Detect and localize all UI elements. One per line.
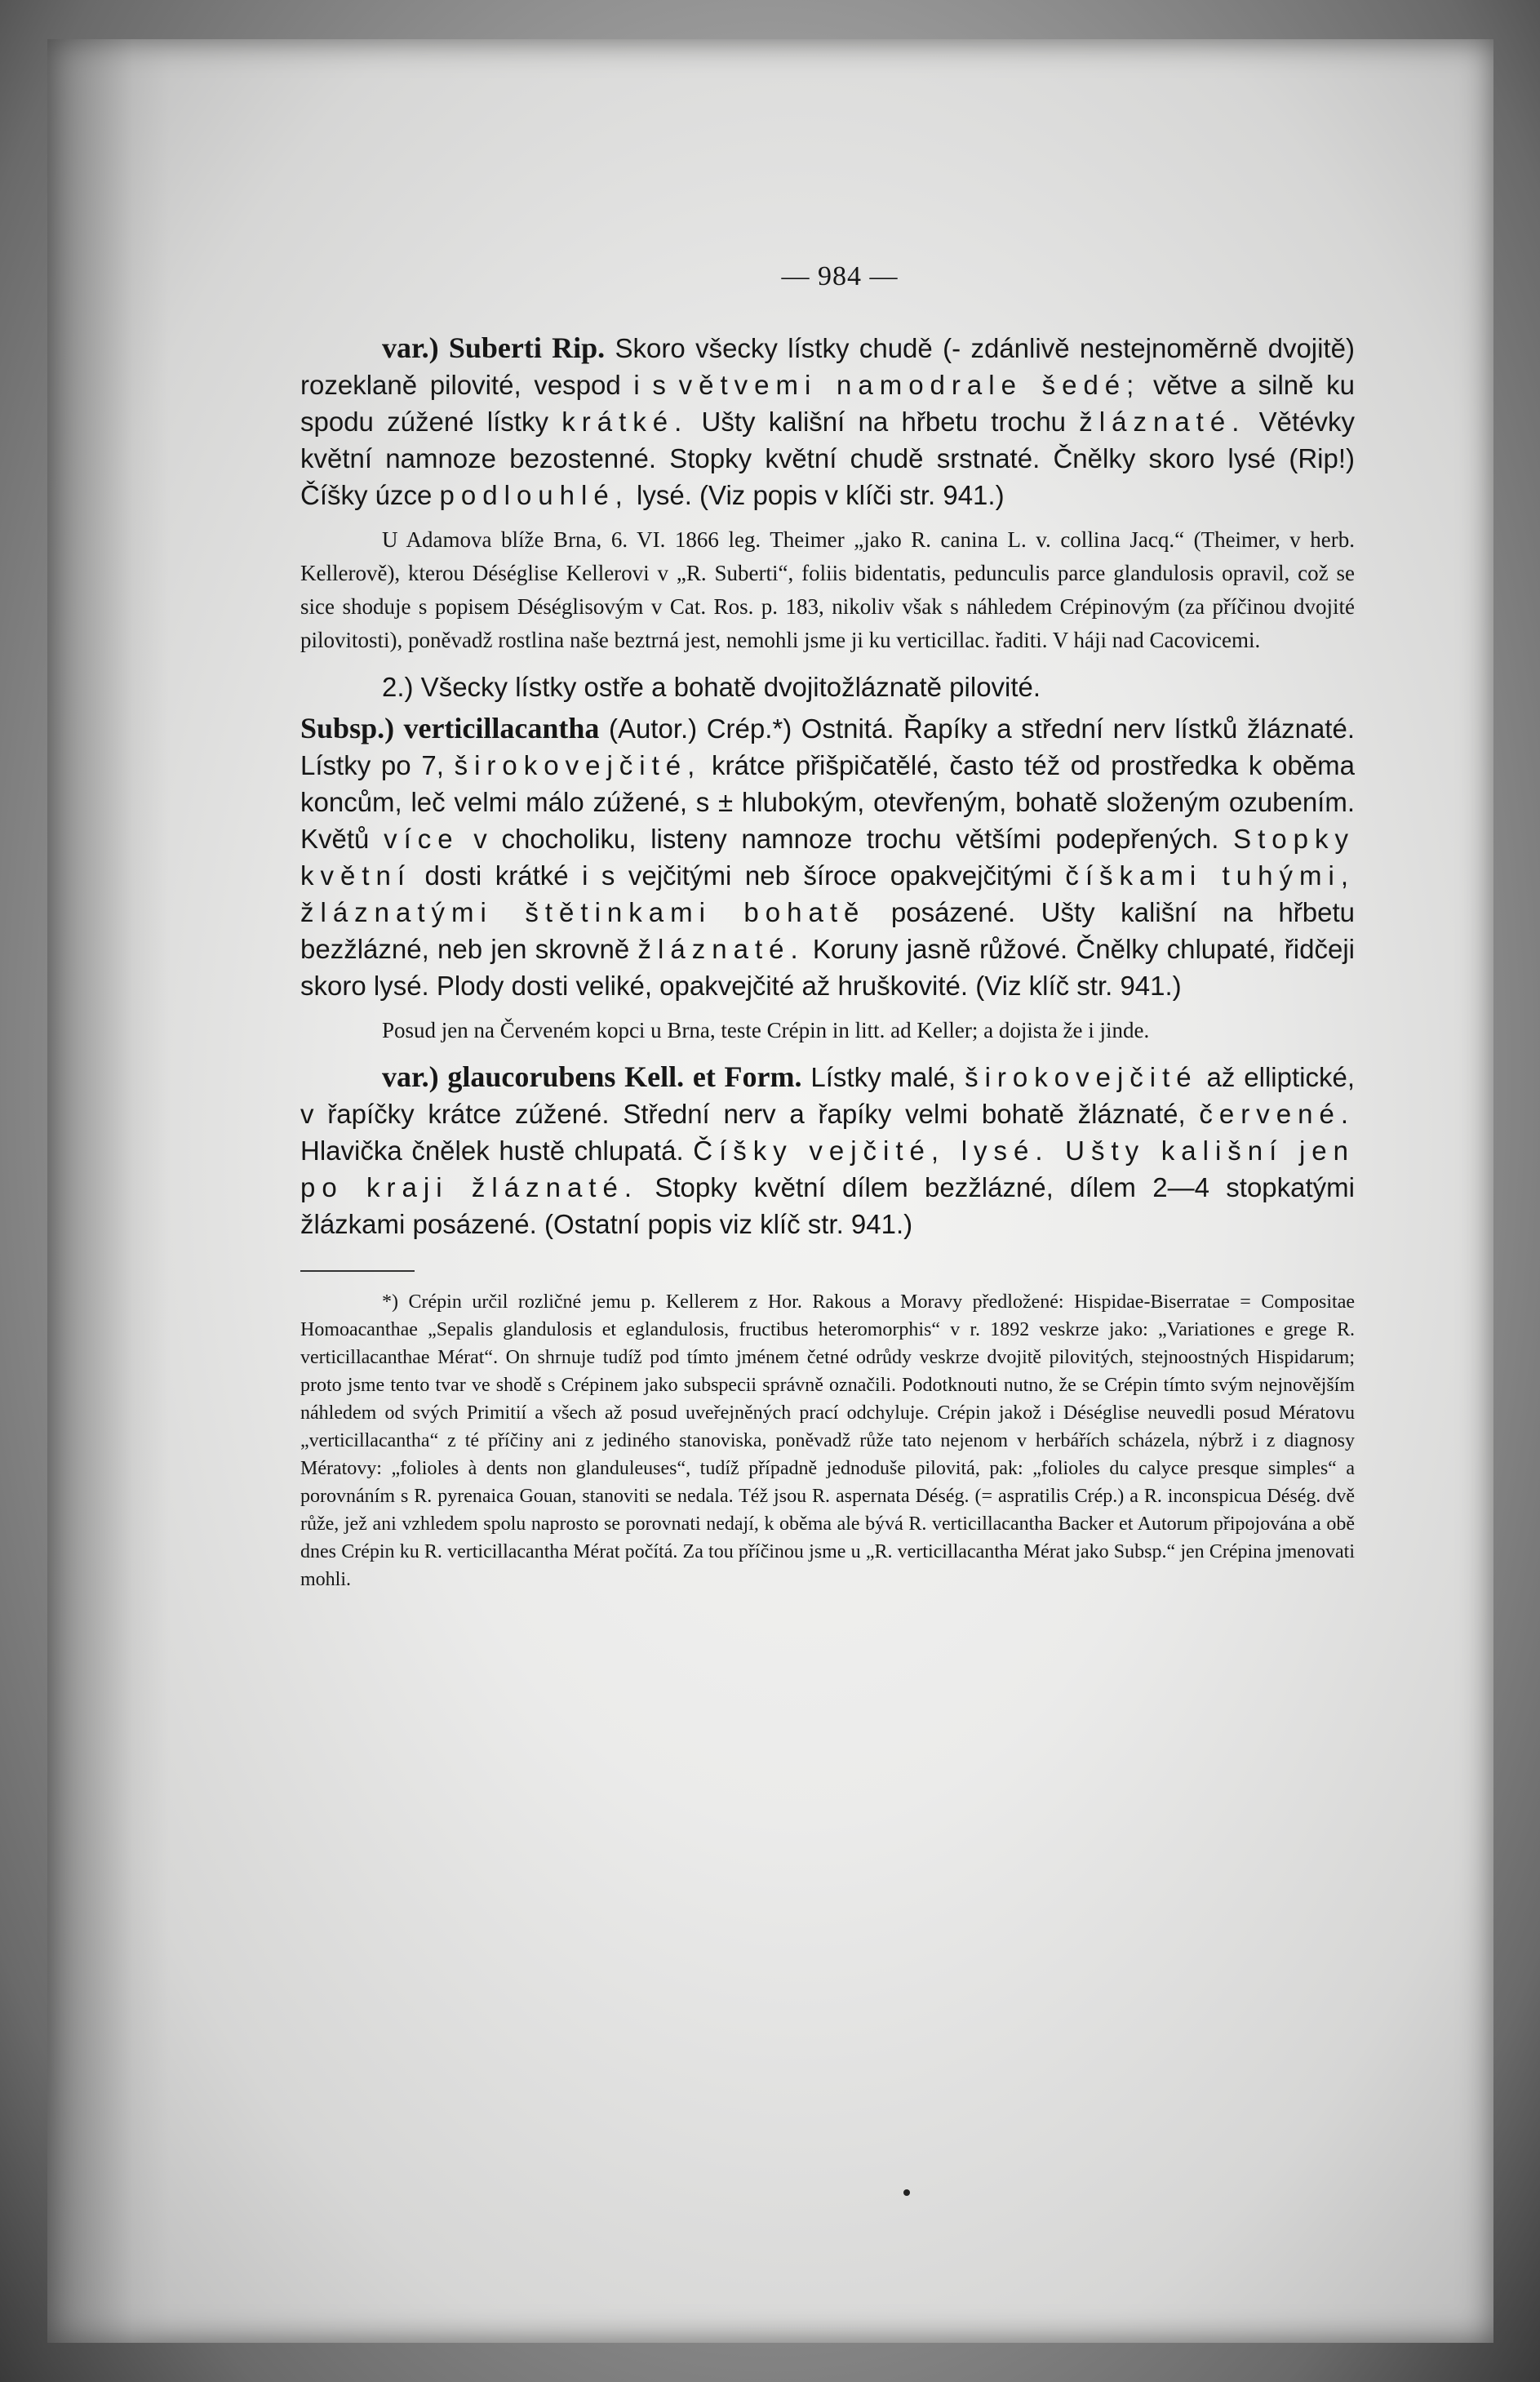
ink-speck <box>903 2189 910 2196</box>
locality-note-suberti: U Adamova blíže Brna, 6. VI. 1866 leg. Theimer „jako R. canina L. v. collina Jacq.“ (Theimer, v herb. Kellerově), kterou Déséglise Kellerovi v „R. Suberti“, foliis bidentatis, pedunculis parce glandulosis opravil, což se sice shoduje s popisem Déséglisovým v Cat. Ros. p. 183, nikoliv však s náhledem Crépinovým (za příčinou dvojité pilovitosti), poněvadž rostlina naše beztrná jest, nemohli jsme ji ku verticillac. řaditi. V háji nad Cacovicemi. <box>300 527 1355 652</box>
variety-suberti: var.) Suberti Rip. Skoro všecky lístky chudě (- zdánlivě nestejnoměrně dvojitě) rozeklaně pilovité, vespod i s větvemi namodrale šedé; větve a silně ku spodu zúžené lístky krátké. Ušty kališní na hřbetu trochu žláznaté. Větévky květní namnoze bezostenné. Stopky květní chudě srstnaté. Čnělky skoro lysé (Rip!) Číšky úzce podlouhlé, lysé. (Viz popis v klíči str. 941.) <box>300 331 1356 510</box>
footnote: *) Crépin určil rozličné jemu p. Kellerem z Hor. Rakous a Moravy předložené: Hispidae-Biserratae = Compositae Homoacanthae „Sepalis glandulosis et eglandulosis, fructibus heteromorphis“ v r. 1892 veskrze jako: „Variationes e grege R. verticillacanthae Mérat“. On shrnuje tudíž pod tímto jménem četné odrůdy veskrze dvojitě pilovitých, stejnoostných Hispidarum; proto jsme tento tvar ve shodě s Crépinem jako subspecii správně označili. Podotknouti nutno, že se Crépin tímto svým nejnovějším náhledem od svých Primitií a všech až posud uveřejněných prací odchyluje. Crépin jakož i Déséglise neuvedli posud Mératovu „verticillacantha“ z té příčiny ani z jediného stanoviska, poněvadž růže tato nejenom v herbářích scházela, nýbrž i z diagnosy Mératovy: „folioles à dents non glanduleuses“, tudíž případně jednoduše pilovitá, pak: „folioles du calyce presque simples“ a porovnáním s R. pyrenaica Gouan, stanoviti se nedala. Též jsou R. aspernata Déség. (= aspratilis Crép.) a R. inconspicua Déség. dvě růže, jež ani vzhledem spolu naprosto se porovnati nedají, k oběma ale bývá R. verticillacantha Backer et Autorum připojována a obě dnes Crépin ku R. verticillacantha Mérat počítá. Za tou příčinou jsme u „R. verticillacantha Mérat jako Subsp.“ jen Crépina jmenovati mohli. <box>300 1291 1355 1590</box>
subspecies-verticillacantha-heading: Subsp.) verticillacantha <box>300 712 600 744</box>
subspecies-verticillacantha: Subsp.) verticillacantha (Autor.) Crép.*) Ostnitá. Řapíky a střední nerv lístků žláznaté. Lístky po 7, širokovejčité, krátce přišpičatělé, často též od prostředka k oběma koncům, leč velmi málo zúžené, s ± hlubokým, otevřeným, bohatě složeným ozubením. Květů více v chocholiku, listeny namnoze trochu většími podepřených. Stopky květní dosti krátké i s vejčitými neb šíroce opakvejčitými číškami tuhými, žláznatými štětinkami bohatě posázené. Ušty kališní na hřbetu bezžlázné, neb jen skrovně žláznaté. Koruny jasně růžové. Čnělky chlupaté, řidčeji skoro lysé. Plody dosti veliké, opakvejčité až hruškovité. (Viz klíč str. 941.) <box>300 712 1356 1001</box>
locality-note-verticillacantha: Posud jen na Červeném kopci u Brna, teste Crépin in litt. ad Keller; a dojista že i jinde. <box>382 1018 1150 1042</box>
variety-suberti-heading: var.) Suberti Rip. <box>382 331 606 364</box>
page-number: — 984 — <box>781 261 899 291</box>
key-lead-2: 2.) Všecky lístky ostře a bohatě dvojitožláznatě pilovité. <box>382 672 1041 702</box>
page-content <box>300 261 1355 1593</box>
footnote-divider <box>300 1270 415 1272</box>
page-spine-shadow <box>47 39 170 2343</box>
variety-glaucorubens-heading: var.) glaucorubens Kell. et Form. <box>382 1060 802 1093</box>
variety-glaucorubens: var.) glaucorubens Kell. et Form. Lístky malé, širokovejčité až elliptické, v řapíčky krátce zúžené. Střední nerv a řapíky velmi bohatě žláznaté, červené. Hlavička čnělek hustě chlupatá. Číšky vejčité, lysé. Ušty kališní jen po kraji žláznaté. Stopky květní dílem bezžlázné, dílem 2—4 stopkatými žlázkami posázené. (Ostatní popis viz klíč str. 941.) <box>300 1060 1356 1239</box>
subspecies-verticillacantha-author: (Autor.) Crép.*) <box>599 713 792 744</box>
